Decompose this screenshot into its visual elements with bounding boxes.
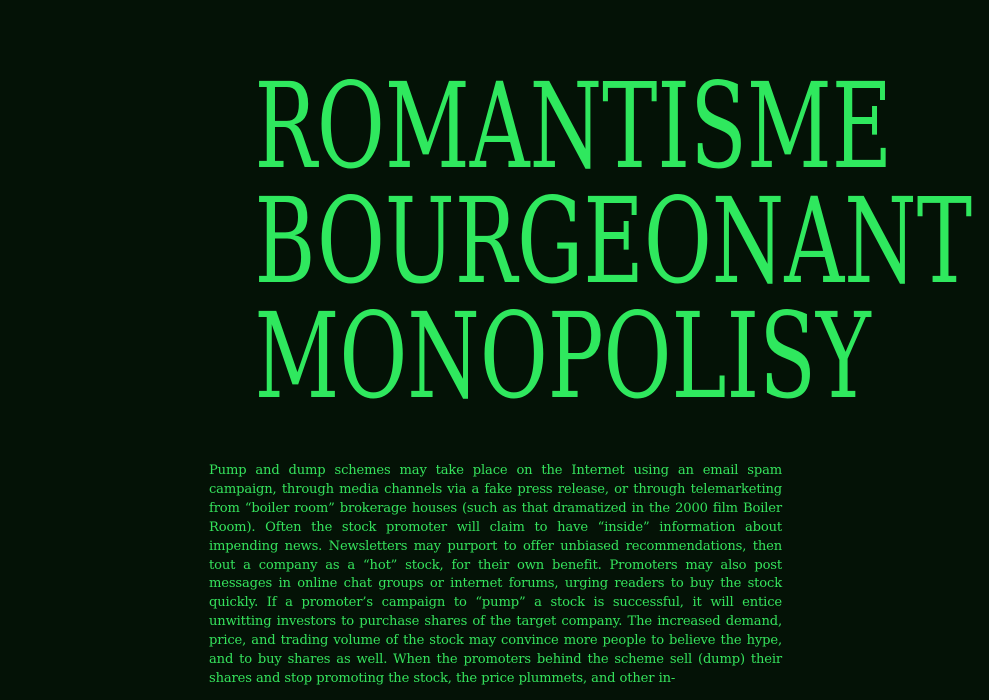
body-text-block [209,462,782,689]
page-title [170,58,972,426]
title-line-1: ROMANTISME [254,58,893,196]
title-line-3: MONOPOLISY [254,288,871,426]
title-line-2: BOURGEONANT [254,173,972,311]
body-paragraph: Pump and dump schemes may take place on the Internet using an email spam campaign, through media channels via a fake press release, or through telemarketing from “boiler room” brokerage houses (such as that dramatized in the 2000 film Boiler Room). Often the stock promoter will claim to have “inside” information about impending news. Newsletters may purport to offer unbiased recommendations, then tout a company as a “hot” stock, for their own benefit. Promoters may also post messages in online chat groups or internet forums, urging readers to buy the stock quickly. If a promoter’s campaign to “pump” a stock is successful, it will entice unwitting investors to purchase shares of the target company. The increased demand, price, and trading volume of the stock may convince more people to believe the hype, and to buy shares as well. When the promoters behind the scheme sell (dump) their shares and stop promoting the stock, the price plummets, and other in- [209,463,782,686]
